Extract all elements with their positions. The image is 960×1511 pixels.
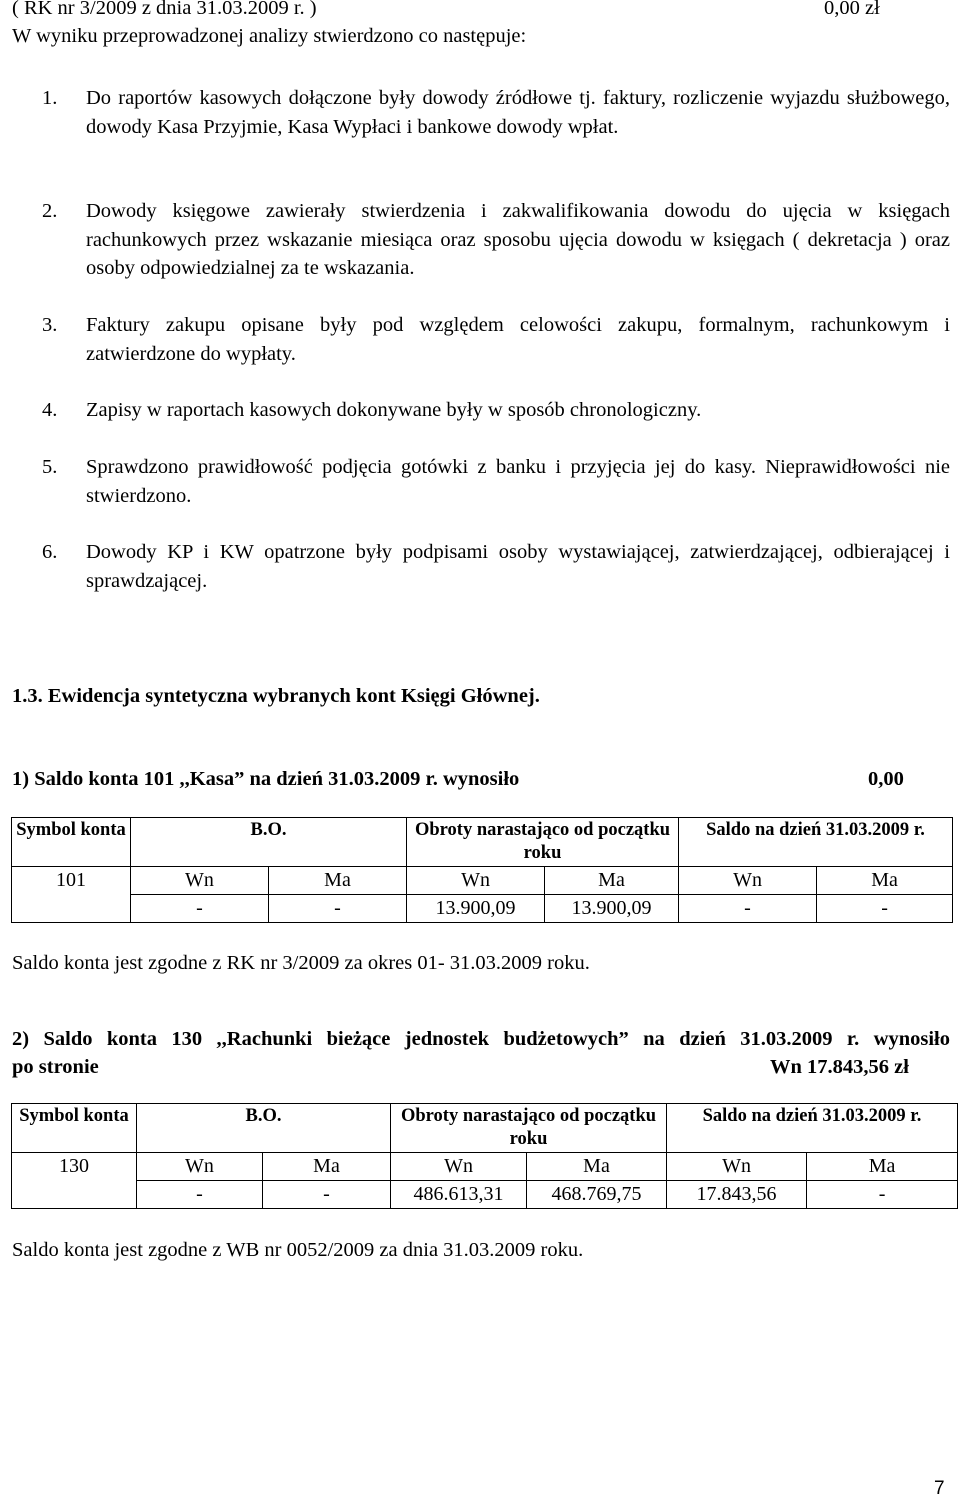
finding-item (42, 197, 950, 283)
table-cell: 468.769,75 (527, 1181, 667, 1209)
finding-number: 5. (42, 456, 58, 478)
finding-number: 4. (42, 399, 58, 421)
finding-item (42, 84, 950, 141)
col-header-balance: Saldo na dzień 31.03.2009 r. (679, 818, 953, 867)
report-reference: ( RK nr 3/2009 z dnia 31.03.2009 r. ) (12, 0, 317, 19)
finding-text: Do raportów kasowych dołączone były dowody źródłowe tj. faktury, rozliczenie wyjazdu służbowego, dowody Kasa Przyjmie, Kasa Wypłaci i bankowe dowody wpłat. (86, 87, 950, 138)
table-cell: - (263, 1181, 391, 1209)
page-number: 7 (934, 1478, 945, 1499)
account-130-heading-line1: 2) Saldo konta 130 ,,Rachunki bieżące jednostek budżetowych” na dzień 31.03.2009 r. wynosiło (12, 1028, 950, 1050)
table-cell: - (807, 1181, 958, 1209)
account-101-note: Saldo konta jest zgodne z RK nr 3/2009 za okres 01- 31.03.2009 roku. (12, 952, 590, 974)
account-130-note: Saldo konta jest zgodne z WB nr 0052/2009 za dnia 31.03.2009 roku. (12, 1239, 584, 1261)
side-label: Ma (269, 867, 407, 895)
side-label: Ma (817, 867, 953, 895)
account-number: 101 (12, 867, 131, 923)
col-header-symbol: Symbol konta (12, 818, 131, 867)
account-130-heading (12, 1025, 950, 1053)
account-130-balance: Wn 17.843,56 zł (770, 1056, 909, 1078)
side-label: Wn (391, 1153, 527, 1181)
col-header-turnover: Obroty narastająco od początku roku (391, 1104, 667, 1153)
finding-text: Zapisy w raportach kasowych dokonywane były w sposób chronologiczny. (86, 399, 702, 421)
col-header-symbol: Symbol konta (12, 1104, 137, 1153)
table-cell: 13.900,09 (545, 895, 679, 923)
finding-number: 1. (42, 87, 58, 109)
account-101-heading: 1) Saldo konta 101 ,,Kasa” na dzień 31.03.2009 r. wynosiło (12, 768, 520, 790)
table-cell: - (679, 895, 817, 923)
side-label: Wn (667, 1153, 807, 1181)
account-number: 130 (12, 1153, 137, 1209)
side-label: Ma (263, 1153, 391, 1181)
col-header-balance: Saldo na dzień 31.03.2009 r. (667, 1104, 958, 1153)
finding-item (42, 453, 950, 510)
finding-text: Dowody KP i KW opatrzone były podpisami osoby wystawiającej, zatwierdzającej, odbierającej i sprawdzającej. (86, 541, 950, 592)
table-cell: - (817, 895, 953, 923)
side-label: Wn (137, 1153, 263, 1181)
col-header-bo: B.O. (131, 818, 407, 867)
finding-item (42, 311, 950, 368)
side-label: Ma (807, 1153, 958, 1181)
finding-number: 6. (42, 541, 58, 563)
analysis-intro: W wyniku przeprowadzonej analizy stwierdzono co następuje: (12, 25, 527, 47)
account-130-table (11, 1103, 958, 1209)
table-cell: - (131, 895, 269, 923)
finding-item (42, 538, 950, 595)
side-label: Wn (407, 867, 545, 895)
finding-text: Faktury zakupu opisane były pod względem celowości zakupu, formalnym, rachunkowym i zatwierdzone do wypłaty. (86, 314, 950, 365)
table-cell: 17.843,56 (667, 1181, 807, 1209)
section-title: 1.3. Ewidencja syntetyczna wybranych kont Księgi Głównej. (12, 685, 540, 707)
header-amount: 0,00 zł (824, 0, 880, 19)
side-label: Ma (545, 867, 679, 895)
table-cell: 486.613,31 (391, 1181, 527, 1209)
account-101-balance: 0,00 (868, 768, 904, 790)
finding-text: Sprawdzono prawidłowość podjęcia gotówki z banku i przyjęcia jej do kasy. Nieprawidłowości nie stwierdzono. (86, 456, 950, 507)
finding-number: 3. (42, 314, 58, 336)
table-cell: 13.900,09 (407, 895, 545, 923)
col-header-turnover: Obroty narastająco od początku roku (407, 818, 679, 867)
finding-item (42, 396, 950, 425)
table-cell: - (137, 1181, 263, 1209)
side-label: Wn (679, 867, 817, 895)
side-label: Wn (131, 867, 269, 895)
account-130-heading-line2: po stronie (12, 1056, 99, 1078)
table-cell: - (269, 895, 407, 923)
side-label: Ma (527, 1153, 667, 1181)
finding-text: Dowody księgowe zawierały stwierdzenia i zakwalifikowania dowodu do ujęcia w księgach rachunkowych przez wskazanie miesiąca oraz sposobu ujęcia dowodu w księgach ( dekretacja ) oraz osoby odpowiedzialnej za te wskazania. (86, 200, 950, 279)
finding-number: 2. (42, 200, 58, 222)
col-header-bo: B.O. (137, 1104, 391, 1153)
account-101-table (11, 817, 953, 923)
